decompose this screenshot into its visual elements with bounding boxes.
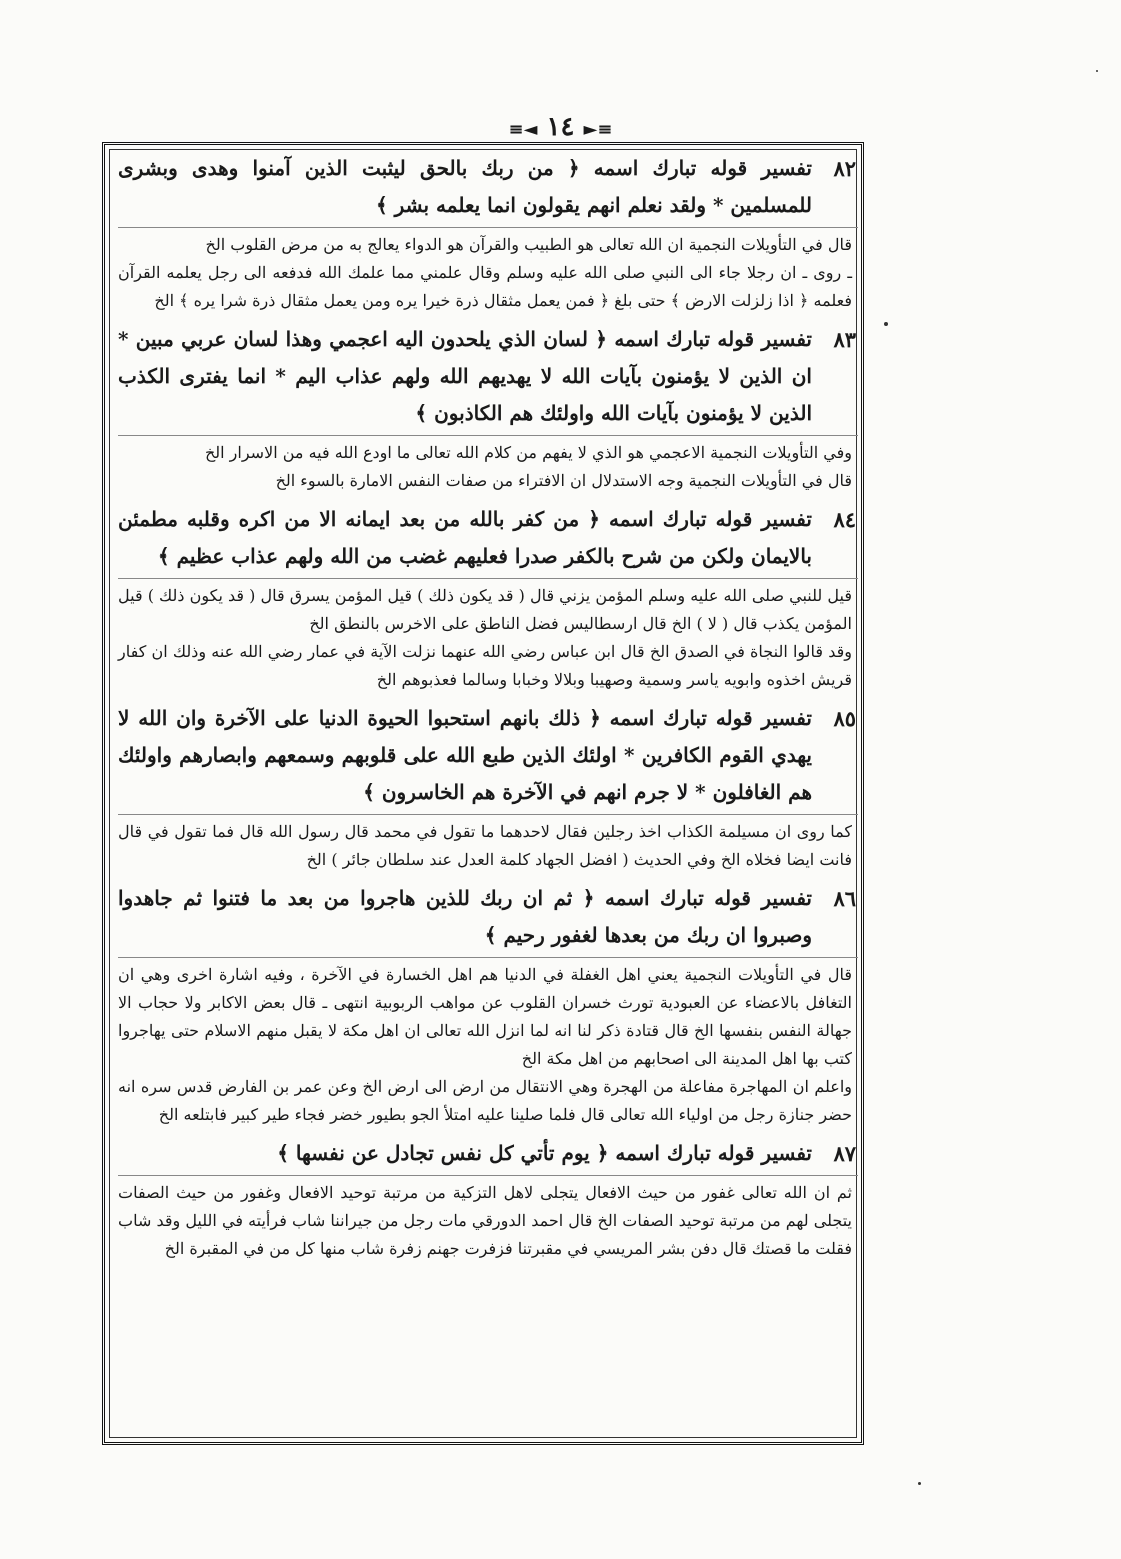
scan-speck bbox=[884, 322, 888, 326]
entry-86 bbox=[118, 880, 858, 1129]
commentary-paragraph: وقد قالوا النجاة في الصدق الخ قال ابن عباس رضي الله عنهما نزلت الآية في عمار رضي الله عنه وذلك ان كفار قريش اخذوه وابويه ياسر وسمية وصهيبا وبلالا وخبابا وسالما فعذبوهم الخ bbox=[118, 642, 852, 689]
verse-text: تفسير قوله تبارك اسمه ﴿ ثم ان ربك للذين هاجروا من بعد ما فتنوا ثم جاهدوا وصبروا ان ربك من بعدها لغفور رحيم ﴾ bbox=[118, 886, 812, 947]
page-content bbox=[118, 150, 858, 1269]
commentary-paragraph: واعلم ان المهاجرة مفاعلة من الهجرة وهي الانتقال من ارض الى ارض الخ وعن عمر بن الفارض قدس سره انه حضر جنازة رجل من اولياء الله تعالى قال فلما صلينا عليه امتلأ الجو بطيور خضر فجاء طير كبير فابتلعه الخ bbox=[118, 1077, 852, 1124]
verse-text: تفسير قوله تبارك اسمه ﴿ يوم تأتي كل نفس تجادل عن نفسها ﴾ bbox=[277, 1141, 812, 1165]
verse-row bbox=[118, 150, 858, 224]
entry-85 bbox=[118, 700, 858, 874]
verse-row bbox=[118, 880, 858, 954]
entry-82 bbox=[118, 150, 858, 315]
commentary-paragraph: ثم ان الله تعالى غفور من حيث الافعال يتجلى لاهل التزكية من مرتبة توحيد الافعال وغفور من حيث الصفات يتجلى لهم من مرتبة توحيد الصفات الخ قال احمد الدورقي مات رجل من جيراننا شاب فرأيته في الليل وقد شاب فقلت ما قصتك قال دفن بشر المريسي في مقبرتنا فزفرت جهنم زفرة شاب منها كل من في المقبرة الخ bbox=[118, 1183, 853, 1258]
commentary bbox=[118, 1175, 858, 1263]
commentary bbox=[118, 227, 858, 315]
scan-speck bbox=[918, 1482, 921, 1485]
verse-number: ٨٦ bbox=[833, 886, 856, 911]
commentary-paragraph: قال في التأويلات النجمية ان الله تعالى هو الطبيب والقرآن هو الدواء يعالج به من مرض القلوب الخ bbox=[205, 235, 852, 254]
commentary-paragraph: قال في التأويلات النجمية يعني اهل الغفلة في الدنيا هم اهل الخسارة في الآخرة ، وفيه اشارة اخرى وهي ان التغافل بالاعضاء عن العبودية تورث خسران القلوب عن مواهب الربوبية انتهى ـ قال بعض الاكابر ولا حجاب الا جهالة النفس بنفسها الخ قال قتادة ذكر لنا انه لما انزل الله تعالى ان اهل مكة لا يقبل منهم الاسلام حتى يهاجروا كتب بها اهل المدينة الى اصحابهم من اهل مكة الخ bbox=[118, 965, 852, 1068]
commentary-paragraph: قال في التأويلات النجمية وجه الاستدلال ان الافتراء من صفات النفس الامارة بالسوء الخ bbox=[275, 471, 852, 490]
commentary-paragraph: كما روى ان مسيلمة الكذاب اخذ رجلين فقال لاحدهما ما تقول في محمد قال رسول الله قال فما تقول في قال فانت ايضا فخلاه الخ وفي الحديث ( افضل الجهاد كلمة العدل عند سلطان جائر ) الخ bbox=[118, 822, 852, 869]
commentary bbox=[118, 957, 858, 1129]
verse-number: ٨٢ bbox=[833, 156, 856, 181]
verse-text: تفسير قوله تبارك اسمه ﴿ من ربك بالحق ليثبت الذين آمنوا وهدى وبشرى للمسلمين * ولقد نعلم انهم يقولون انما يعلمه بشر ﴾ bbox=[118, 156, 812, 217]
verse-text: تفسير قوله تبارك اسمه ﴿ لسان الذي يلحدون اليه اعجمي وهذا لسان عربي مبين * ان الذين لا يؤمنون بآيات الله لا يهديهم الله ولهم عذاب اليم * انما يفترى الكذب الذين لا يؤمنون بآيات الله واولئك هم الكاذبون ﴾ bbox=[118, 327, 812, 425]
page-number bbox=[0, 112, 1121, 145]
verse-text: تفسير قوله تبارك اسمه ﴿ ذلك بانهم استحبوا الحيوة الدنيا على الآخرة وان الله لا يهدي القوم الكافرين * اولئك الذين طبع الله على قلوبهم وسمعهم وابصارهم واولئك هم الغافلون * لا جرم انهم في الآخرة هم الخاسرون ﴾ bbox=[118, 706, 812, 804]
verse-number: ٨٥ bbox=[833, 706, 856, 731]
ornament-right: ≡► bbox=[583, 119, 613, 140]
commentary bbox=[118, 578, 858, 694]
verse-row bbox=[118, 700, 858, 811]
commentary-paragraph: قيل للنبي صلى الله عليه وسلم المؤمن يزني قال ( قد يكون ذلك ) قيل المؤمن يسرق قال ( قد يكون ذلك ) قيل المؤمن يكذب قال ( لا ) الخ قال ارسطاليس فضل الناطق على الاخرس بالنطق الخ bbox=[118, 586, 853, 633]
commentary-paragraph: ـ روى ـ ان رجلا جاء الى النبي صلى الله عليه وسلم وقال علمني مما علمك الله فدفعه الى رجل يعلمه القرآن فعلمه ﴿ اذا زلزلت الارض ﴾ حتى بلغ ﴿ فمن يعمل مثقال ذرة خيرا يره ومن يعمل مثقال ذرة شرا يره ﴾ الخ bbox=[118, 263, 852, 310]
page-number-text: ١٤ bbox=[546, 112, 575, 142]
commentary bbox=[118, 435, 858, 495]
verse-number: ٨٧ bbox=[833, 1141, 856, 1166]
entry-84 bbox=[118, 501, 858, 694]
entry-87 bbox=[118, 1135, 858, 1263]
entry-83 bbox=[118, 321, 858, 495]
commentary bbox=[118, 814, 858, 874]
verse-row bbox=[118, 321, 858, 432]
commentary-paragraph: وفي التأويلات النجمية الاعجمي هو الذي لا يفهم من كلام الله تعالى ما اودع الله فيه من الاسرار الخ bbox=[204, 443, 852, 462]
verse-number: ٨٣ bbox=[833, 327, 856, 352]
verse-number: ٨٤ bbox=[833, 507, 856, 532]
verse-row bbox=[118, 501, 858, 575]
scan-speck bbox=[1096, 70, 1098, 72]
verse-row bbox=[118, 1135, 858, 1172]
verse-text: تفسير قوله تبارك اسمه ﴿ من كفر بالله من بعد ايمانه الا من اكره وقلبه مطمئن بالايمان ولكن من شرح بالكفر صدرا فعليهم غضب من الله ولهم عذاب عظيم ﴾ bbox=[118, 507, 812, 568]
ornament-left: ◄≡ bbox=[508, 119, 538, 140]
